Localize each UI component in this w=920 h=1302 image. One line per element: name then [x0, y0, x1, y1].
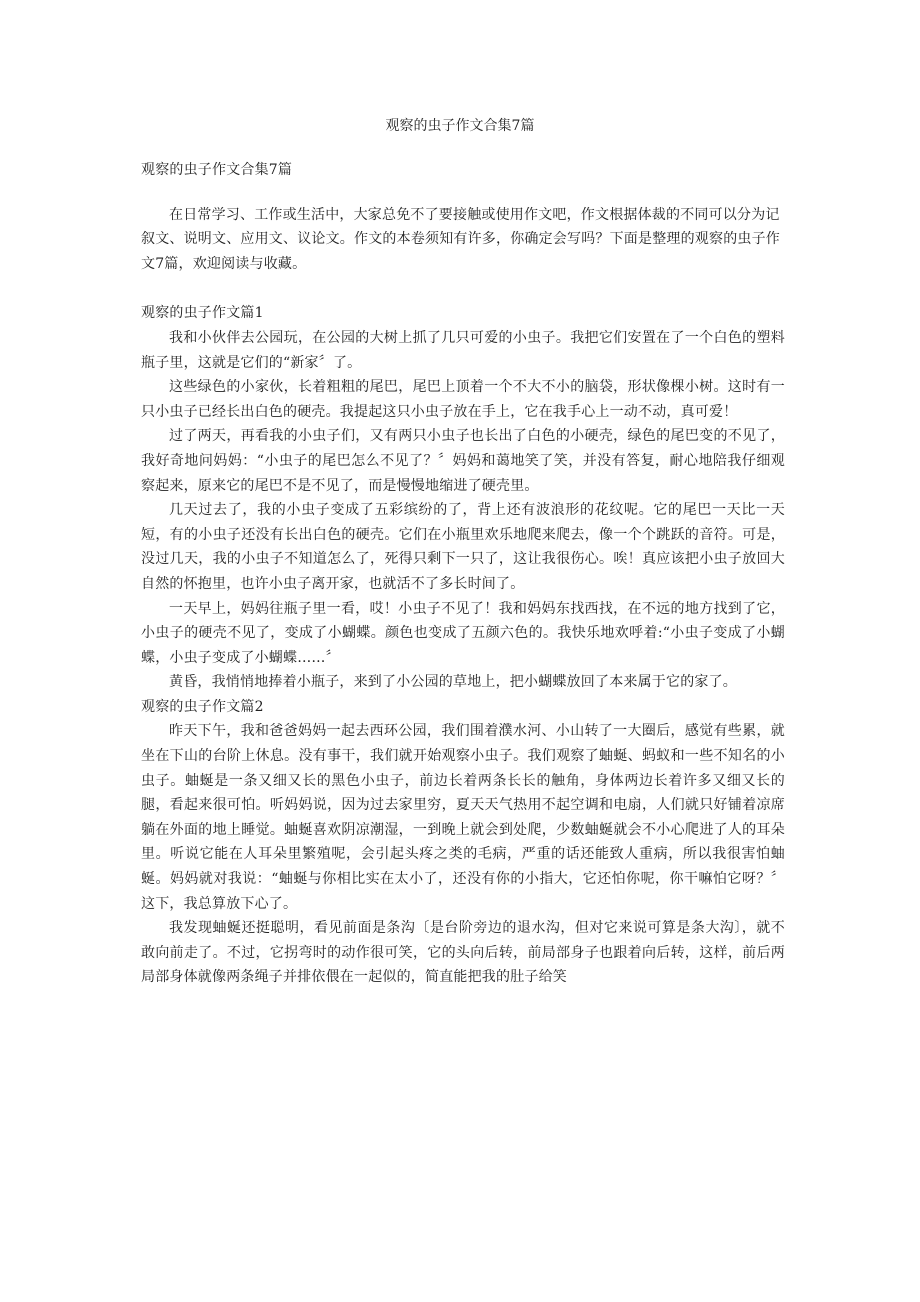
document-title: 观察的虫子作文合集7篇 [385, 118, 535, 134]
paragraph: 过了两天，再看我的小虫子们，又有两只小虫子也长出了白色的小硬壳，绿色的尾巴变的不见了，我好奇地问妈妈：“小虫子的尾巴怎么不见了？〞妈妈和蔼地笑了笑，并没有答复，耐心地陪我仔细观察起来，原来它的尾巴不是不见了，而是慢慢地缩进了硬壳里。 [141, 428, 785, 494]
essay-section-2 [141, 695, 785, 990]
paragraph: 我和小伙伴去公园玩，在公园的大树上抓了几只可爱的小虫子。我把它们安置在了一个白色的塑料瓶子里，这就是它们的“新家〞了。 [141, 329, 785, 371]
essay-section-1 [141, 301, 785, 695]
paragraph: 我发现蚰蜒还挺聪明，看见前面是条沟〔是台阶旁边的退水沟，但对它来说可算是条大沟〕，就不敢向前走了。不过，它拐弯时的动作很可笑，它的头向后转，前局部身子也跟着向后转，这样，前后两局部身体就像两条绳子并排依偎在一起似的，简直能把我的肚子给笑 [141, 920, 785, 986]
paragraph: 一天早上，妈妈往瓶子里一看，哎！小虫子不见了！我和妈妈东找西找，在不远的地方找到了它，小虫子的硬壳不见了，变成了小蝴蝶。颜色也变成了五颜六色的。我快乐地欢呼着:“小虫子变成了小蝴蝶，小虫子变成了小蝴蝶……〞 [141, 600, 785, 666]
document-subtitle: 观察的虫子作文合集7篇 [141, 162, 293, 178]
paragraph: 黄昏，我悄悄地捧着小瓶子，来到了小公园的草地上，把小蝴蝶放回了本来属于它的家了。 [169, 674, 737, 691]
paragraph: 这些绿色的小家伙，长着粗粗的尾巴，尾巴上顶着一个不大不小的脑袋，形状像棵小树。这时有一只小虫子已经长出白色的硬壳。我提起这只小虫子放在手上，它在我手心上一动不动，真可爱！ [141, 379, 785, 420]
section-heading: 观察的虫子作文篇1 [141, 305, 264, 322]
intro-paragraph: 在日常学习、工作或生活中，大家总免不了要接触或使用作文吧，作文根据体裁的不同可以分为记叙文、说明文、应用文、议论文。作文的本卷须知有许多，你确定会写吗？下面是整理的观察的虫子作文7篇，欢迎阅读与收藏。 [141, 206, 780, 272]
section-heading: 观察的虫子作文篇2 [141, 698, 264, 715]
document-body [141, 158, 785, 990]
paragraph: 几天过去了，我的小虫子变成了五彩缤纷的了，背上还有波浪形的花纹呢。它的尾巴一天比一天短，有的小虫子还没有长出白色的硬壳。它们在小瓶里欢乐地爬来爬去，像一个个跳跃的音符。可是，没过几天，我的小虫子不知道怎么了，死得只剩下一只了，这让我很伤心。唉！真应该把小虫子放回大自然的怀抱里，也许小虫子离开家，也就活不了多长时间了。 [141, 502, 785, 592]
paragraph: 昨天下午，我和爸爸妈妈一起去西环公园，我们围着濮水河、小山转了一大圈后，感觉有些累，就坐在下山的台阶上休息。没有事干，我们就开始观察小虫子。我们观察了蚰蜒、蚂蚁和一些不知名的小虫子。蚰蜒是一条又细又长的黑色小虫子，前边长着两条长长的触角，身体两边长着许多又细又长的腿，看起来很可怕。听妈妈说，因为过去家里穷，夏天天气热用不起空调和电扇，人们就只好铺着凉席躺在外面的地上睡觉。蚰蜒喜欢阴凉潮湿，一到晚上就会到处爬，少数蚰蜒就会不小心爬进了人的耳朵里。听说它能在人耳朵里繁殖呢，会引起头疼之类的毛病，严重的话还能致人重病，所以我很害怕蚰蜒。妈妈就对我说：“蚰蜒与你相比实在太小了，还没有你的小指大，它还怕你呢，你干嘛怕它呀？〞这下，我总算放下心了。 [141, 723, 785, 912]
